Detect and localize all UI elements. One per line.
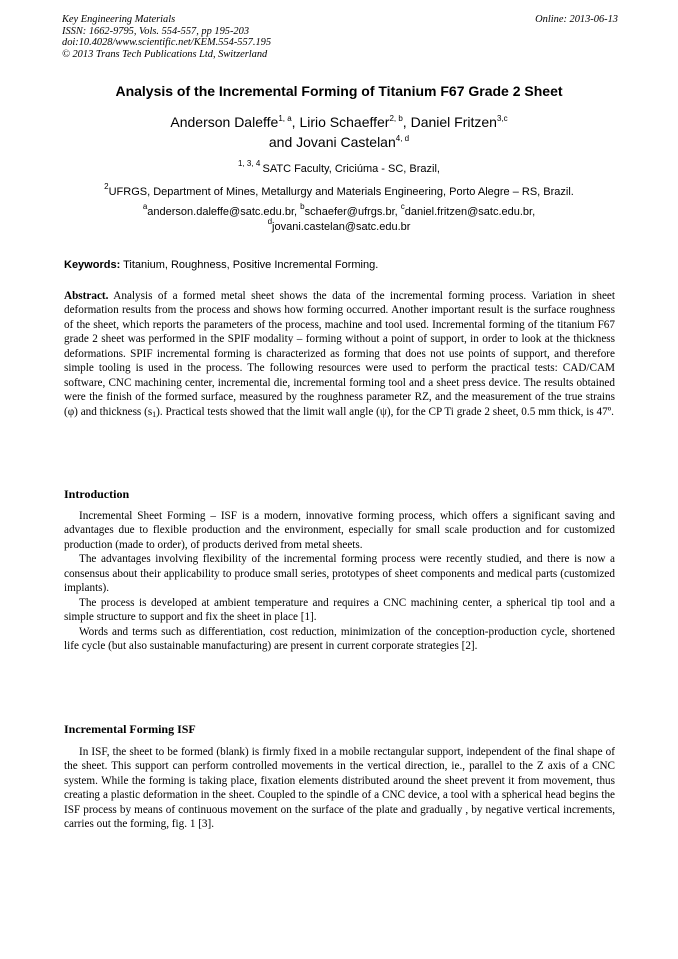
section-heading-incremental-forming: Incremental Forming ISF [64,722,196,736]
author-name: Anderson Daleffe [170,114,279,130]
doi-line: doi:10.4028/www.scientific.net/KEM.554-557.195 [62,37,272,49]
keywords [64,258,620,272]
email-link[interactable]: jovani.castelan@satc.edu.br [272,221,411,233]
section-introduction [64,509,615,654]
abstract-paragraph [64,289,615,419]
author-separator: , [402,114,411,130]
affiliation-mark: 1, 3, 4 [238,159,263,168]
author-affil-mark: 4, d [395,134,410,143]
email-mark: a [142,202,148,211]
paragraph: The process is developed at ambient temperature and requires a CNC machining center, a spherical tip tool and a simple structure to support and fix the sheet in place [1]. [64,596,615,624]
author-name: Jovani Castelan [296,134,396,150]
paragraph: The advantages involving flexibility of the incremental forming process were recently studied, and there is now a consensus about their applicability to produce small series, prototypes of sheet components and medical parts (customized implants). [64,553,615,595]
abstract-label: Abstract. [64,290,109,302]
paper-title: Analysis of the Incremental Forming of Titanium F67 Grade 2 Sheet [115,83,563,99]
issn-line: ISSN: 1662-9795, Vols. 554-557, pp 195-203 [62,25,250,37]
abstract-text-part-2: ). Practical tests showed that the limit wall angle (ψ), for the CP Ti grade 2 sheet, 0.5 mm thick, is 47º. [156,405,614,418]
section-incremental-forming [64,745,615,832]
abstract-subscript: 1 [152,409,157,419]
affiliation-text: SATC Faculty, Criciúma - SC, Brazil, [262,163,440,175]
section-heading-introduction: Introduction [64,487,130,501]
author-name: Daniel Fritzen [410,114,497,130]
copyright-line: © 2013 Trans Tech Publications Ltd, Switzerland [62,48,268,60]
email-link[interactable]: anderson.daleffe@satc.edu.br, [147,206,301,218]
email-mark: b [300,202,305,211]
paragraph: Words and terms such as differentiation, cost reduction, minimization of the conception-production cycle, shortened life cycle (but also sustainable manufacturing) are present in current corporate strategies [2]. [64,625,615,653]
author-list [40,112,638,152]
affiliation-text: UFRGS, Department of Mines, Metallurgy and Materials Engineering, Porto Alegre – RS, Brazil. [108,186,574,198]
email-link[interactable]: schaefer@ufrgs.br, [304,206,401,218]
author-name: Lirio Schaeffer [299,114,390,130]
author-and: and [268,134,297,150]
email-line-1 [30,202,648,220]
affiliation-1 [30,159,648,176]
journal-name: Key Engineering Materials [62,14,176,25]
author-line-1 [40,112,638,132]
journal-header [62,14,618,60]
online-date: Online: 2013-06-13 [535,14,618,25]
author-line-2 [40,132,638,152]
paragraph: In ISF, the sheet to be formed (blank) is firmly fixed in a mobile rectangular support, independent of the final shape of the sheet. This support can perform controlled movements in the vertical direction, ie., parallel to the Z axis of a CNC system. While the forming is taking place, fixation elements distributed around the sheet prevent it from movement, thus creating a plastic deformation in the sheet. Coupled to the spindle of a CNC device, a tool with a spherical head begins the ISF process by means of continuous movement on the surface of the plate and gradually , by negative vertical increments, carries out the forming, fig. 1 [3]. [64,746,615,831]
email-list [30,202,648,235]
abstract [64,289,615,419]
author-affil-mark: 1, a [278,114,292,123]
affiliation-mark: 2 [104,182,109,191]
affiliation-2 [30,182,648,199]
abstract-text-part-1: Analysis of a formed metal sheet shows the data of the incremental forming process. Variation in sheet deformation results from the process and shows how forming occurred. Another important result is the surface roughness of the sheet, which reports the parameters of the process, machine and tool used. Incremental forming of the titanium F67 grade 2 sheet was performed in the SPIF modality – forming without a point of support, in order to look at the thickness deformations. SPIF incremental forming is characterized as forming that does not use points of support, and therefore simple tooling is used in the process. The following resources were used to perform the practical tests: CAD/CAM software, CNC machining center, incremental die, incremental forming tool and a sheet press device. The results obtained were the finish of the formed surface, measured by the roughness parameter RZ, and the measurement of the true strains (φ) and thickness (s [64,290,615,418]
author-affil-mark: 2, b [389,114,403,123]
author-separator: , [291,114,300,130]
email-link[interactable]: daniel.fritzen@satc.edu.br, [404,206,536,218]
author-affil-mark: 3,c [496,114,508,123]
email-mark: c [400,202,405,211]
keywords-label: Keywords: [64,259,121,271]
keywords-text: Titanium, Roughness, Positive Incremental Forming. [120,259,379,271]
email-line-2 [30,217,648,235]
email-mark: d [267,217,273,226]
paragraph: Incremental Sheet Forming – ISF is a modern, innovative forming process, which offers a significant saving and advantages due to flexible production and the environment, especially for small scale production and for customized production (made to order), of products derived from metal sheets. [64,510,615,551]
